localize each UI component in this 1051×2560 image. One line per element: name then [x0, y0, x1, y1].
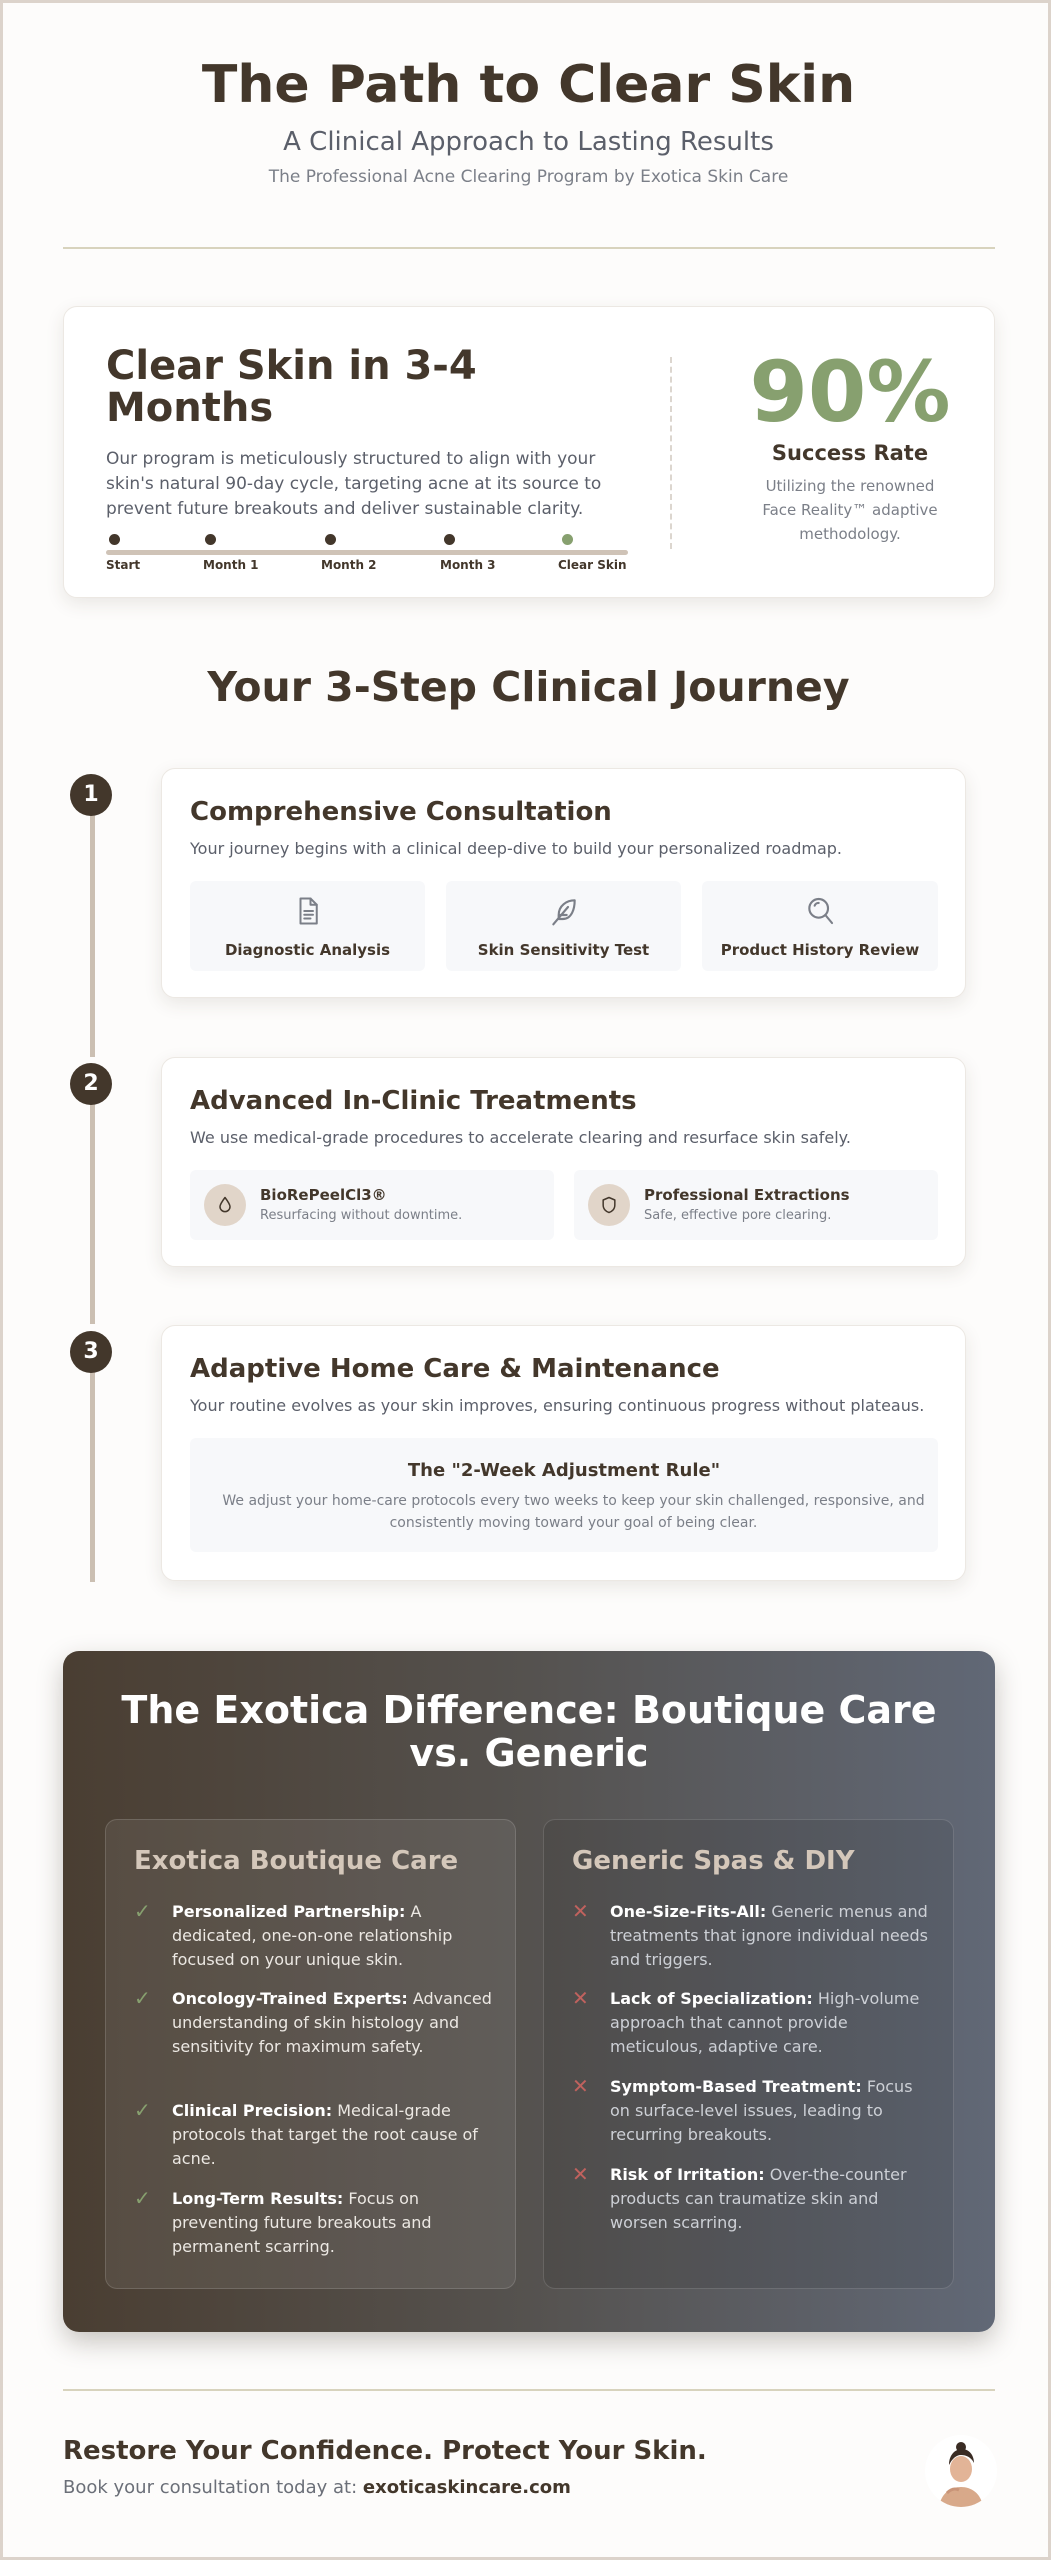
droplet-icon [204, 1184, 246, 1226]
treatment-extractions [574, 1170, 938, 1240]
tile-product-history-review [702, 881, 938, 971]
adjustment-rule-title: The "2-Week Adjustment Rule" [407, 1460, 721, 1481]
footer-title: Restore Your Confidence. Protect Your Skin. [63, 2436, 707, 2466]
exotica-column [105, 1819, 516, 2289]
item-text: Medical-grade protocols that target the root cause of acne. [172, 2101, 478, 2168]
step-rail [90, 1372, 95, 1582]
step-number: 2 [70, 1063, 112, 1105]
success-rate-label: Success Rate [771, 441, 929, 465]
model-portrait-image [925, 2435, 997, 2507]
check-icon: ✓ [134, 1899, 151, 1923]
column-heading: Exotica Boutique Care [134, 1846, 459, 1876]
timeline-dot-clear-skin [562, 534, 573, 545]
hero-description: Our program is meticulously structured to align with your skin's natural 90-day cycle, targeting acne at its source to prevent future breakouts and deliver sustainable clarity. [106, 449, 602, 519]
hero-card [63, 306, 995, 598]
timeline-label: Month 3 [440, 558, 496, 572]
item-text: A dedicated, one-on-one relationship focused on your unique skin. [172, 1902, 453, 1969]
step-description: Your journey begins with a clinical deep-dive to build your personalized roadmap. [190, 839, 842, 858]
treatment-subtitle: Resurfacing without downtime. [260, 1208, 463, 1223]
step-card-home-care [161, 1325, 966, 1581]
column-heading: Generic Spas & DIY [572, 1846, 855, 1876]
item-text: Focus on preventing future breakouts and permanent scarring. [172, 2189, 432, 2256]
step-title: Comprehensive Consultation [190, 797, 612, 827]
tile-diagnostic-analysis [190, 881, 425, 971]
success-rate-value: 90% [749, 343, 951, 441]
shield-icon [588, 1184, 630, 1226]
cross-icon: ✕ [572, 2074, 589, 2098]
item-text: Generic menus and treatments that ignore individual needs and triggers. [610, 1902, 929, 1969]
tile-label: Product History Review [720, 941, 920, 959]
comparison-title: The Exotica Difference: Boutique Care vs. Generic [121, 1688, 937, 1775]
page-subtitle: A Clinical Approach to Lasting Results [283, 127, 774, 157]
magnifier-icon [702, 895, 938, 931]
comparison-panel [63, 1651, 995, 2332]
adjustment-rule-box [190, 1438, 938, 1552]
item-bold: Lack of Specialization: [610, 1989, 813, 2008]
step-number: 1 [70, 774, 112, 816]
step-card-treatments [161, 1057, 966, 1267]
cross-icon: ✕ [572, 2162, 589, 2186]
header-divider [63, 247, 995, 249]
timeline-dot-start [109, 534, 120, 545]
item-bold: Risk of Irritation: [610, 2165, 765, 2184]
hero-title: Clear Skin in 3-4 Months [106, 343, 477, 431]
item-bold: One-Size-Fits-All: [610, 1902, 767, 1921]
timeline-label: Month 2 [321, 558, 377, 572]
document-icon [190, 895, 425, 931]
item-bold: Oncology-Trained Experts: [172, 1989, 408, 2008]
treatment-title: Professional Extractions [644, 1186, 850, 1204]
timeline-dot-month-2 [325, 534, 336, 545]
treatment-biorepeel [190, 1170, 554, 1240]
treatment-subtitle: Safe, effective pore clearing. [644, 1208, 832, 1223]
item-bold: Symptom-Based Treatment: [610, 2077, 862, 2096]
item-text: Over-the-counter products can traumatize skin and worsen scarring. [610, 2165, 907, 2232]
cross-icon: ✕ [572, 1986, 589, 2010]
generic-column [543, 1819, 954, 2289]
check-icon: ✓ [134, 1986, 151, 2010]
step-description: We use medical-grade procedures to accelerate clearing and resurface skin safely. [190, 1128, 851, 1147]
tile-skin-sensitivity-test [446, 881, 681, 971]
item-bold: Clinical Precision: [172, 2101, 333, 2120]
success-rate-note: Utilizing the renowned Face Reality™ adaptive methodology. [762, 477, 938, 543]
step-description: Your routine evolves as your skin improves, ensuring continuous progress without plateaus. [190, 1396, 925, 1415]
journey-title: Your 3-Step Clinical Journey [207, 663, 850, 711]
item-bold: Long-Term Results: [172, 2189, 344, 2208]
treatment-title: BioRePeelCl3® [260, 1186, 387, 1204]
timeline-label: Month 1 [203, 558, 259, 572]
adjustment-rule-text: We adjust your home-care protocols every two weeks to keep your skin challenged, responsive, and consistently moving toward your goal of being clear. [222, 1493, 925, 1531]
timeline-dot-month-3 [444, 534, 455, 545]
timeline-dot-month-1 [205, 534, 216, 545]
timeline-label: Clear Skin [558, 558, 627, 572]
timeline-label: Start [106, 558, 141, 572]
page-title: The Path to Clear Skin [201, 55, 856, 115]
step-title: Advanced In-Clinic Treatments [190, 1086, 637, 1116]
footer-cta [63, 2477, 571, 2498]
item-text: Focus on surface-level issues, leading to recurring breakouts. [610, 2077, 913, 2144]
check-icon: ✓ [134, 2186, 151, 2210]
step-rail [90, 815, 95, 1057]
tile-label: Diagnostic Analysis [224, 941, 391, 959]
cross-icon: ✕ [572, 1899, 589, 1923]
website-link[interactable]: exoticaskincare.com [362, 2477, 571, 2498]
footer-cta-prefix: Book your consultation today at: [63, 2477, 358, 2498]
item-text: High-volume approach that cannot provide meticulous, adaptive care. [610, 1989, 920, 2056]
page-tagline: The Professional Acne Clearing Program by Exotica Skin Care [268, 167, 789, 187]
hero-divider [670, 357, 672, 549]
step-title: Adaptive Home Care & Maintenance [190, 1354, 720, 1384]
footer-divider [63, 2389, 995, 2391]
item-bold: Personalized Partnership: [172, 1902, 406, 1921]
timeline-bar [106, 550, 628, 555]
step-rail [90, 1104, 95, 1324]
step-card-consultation [161, 768, 966, 998]
check-icon: ✓ [134, 2098, 151, 2122]
step-number: 3 [70, 1331, 112, 1373]
feather-icon [446, 895, 681, 931]
item-text: Advanced understanding of skin histology and sensitivity for maximum safety. [172, 1989, 492, 2056]
tile-label: Skin Sensitivity Test [477, 941, 650, 959]
